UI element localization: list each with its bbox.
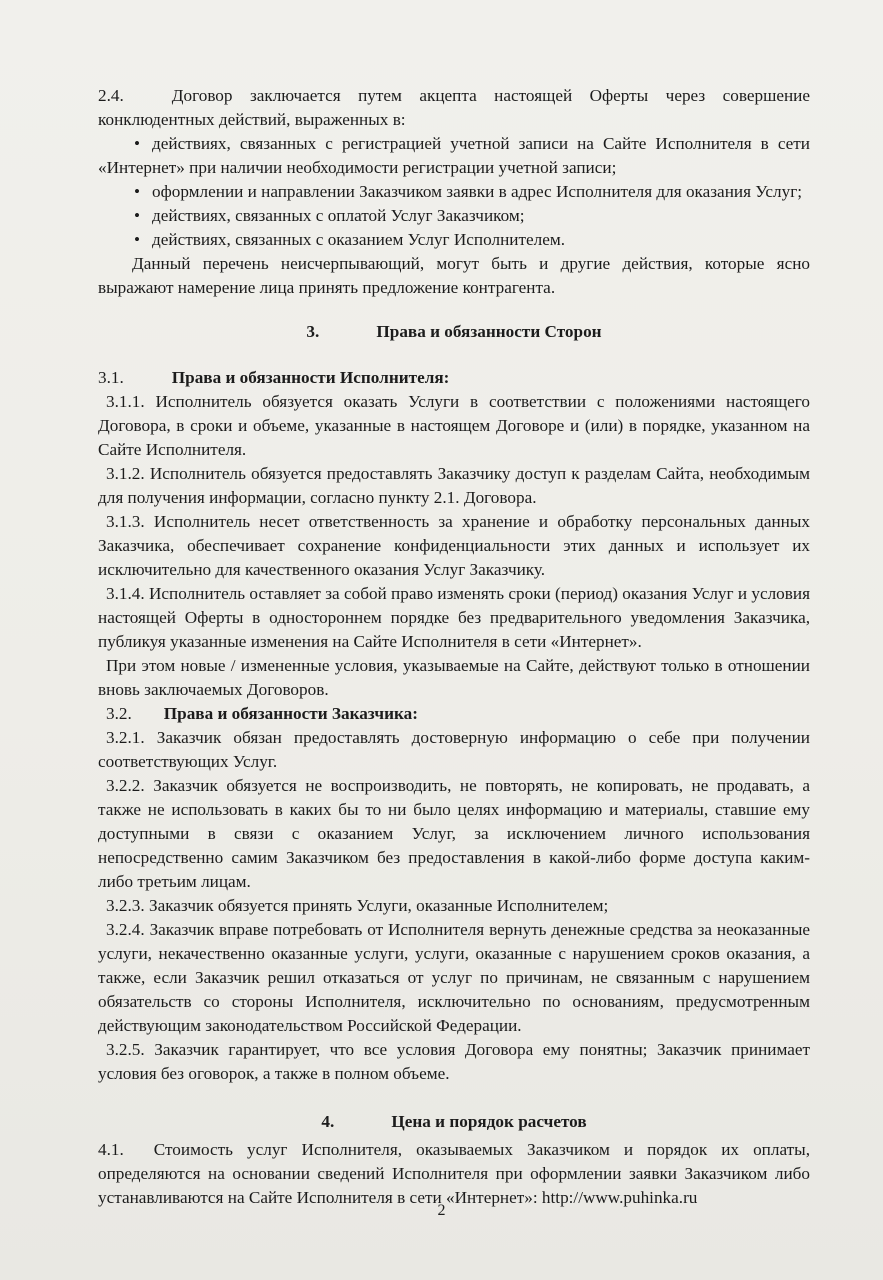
clause-3-2-4: 3.2.4. Заказчик вправе потребовать от Исполнителя вернуть денежные средства за неоказанные услуги, некачественно оказанные услуги, услуги, оказанные с нарушением сроков оказания, а также, если Заказчик решил отказаться от услуг по причинам, не связанным с нарушением обязательств со стороны Исполнителя, исключительно по основаниям, предусмотренным действующим законодательством Российской Федерации.: [98, 920, 811, 1035]
clause-2-4: [98, 84, 810, 132]
subsection-3-2-heading: 3.2. Права и обязанности Заказчика:: [106, 704, 418, 723]
clause-3-1-3: 3.1.3. Исполнитель несет ответственность за хранение и обработку персональных данных Заказчика, обеспечивает сохранение конфиденциальности этих данных и использует их исключительно для качественного оказания Услуг Заказчику.: [98, 512, 810, 579]
bullet-icon: •: [134, 182, 141, 201]
clause-3-1-2: 3.1.2. Исполнитель обязуется предоставлять Заказчику доступ к разделам Сайта, необходимым для получения информации, согласно пункту 2.1. Договора.: [98, 464, 810, 507]
bullet-icon: •: [134, 206, 141, 225]
clause-3-2-5: 3.2.5. Заказчик гарантирует, что все условия Договора ему понятны; Заказчик принимает условия без оговорок, а также в полном объеме.: [98, 1040, 811, 1083]
bullet-icon: •: [134, 230, 141, 249]
section-3-heading: 3. Права и обязанности Сторон: [306, 322, 602, 341]
clause-note: Данный перечень неисчерпывающий, могут быть и другие действия, которые ясно выражают намерение лица принять предложение контрагента.: [98, 254, 810, 297]
clause-number: 2.4.: [98, 86, 124, 105]
clause-text: Договор заключается путем акцепта настоящей Оферты через совершение конклюдентных действий, выраженных в:: [98, 86, 810, 129]
section-4-heading: 4. Цена и порядок расчетов: [321, 1112, 587, 1131]
clause-3-2-2: 3.2.2. Заказчик обязуется не воспроизводить, не повторять, не копировать, не продавать, а также не использовать в каких бы то ни было целях информацию и материалы, ставшие ему доступными в связи с оказанием Услуг, за исключением личного использования непосредственно самим Заказчиком без предоставления в какой-либо форме доступа каким-либо третьим лицам.: [98, 776, 811, 891]
clause-3-2-1: 3.2.1. Заказчик обязан предоставлять достоверную информацию о себе при получении соответствующих Услуг.: [98, 728, 811, 771]
clause-4-1: 4.1. Стоимость услуг Исполнителя, оказываемых Заказчиком и порядок их оплаты, определяются на основании сведений Исполнителя при оформлении заявки Заказчиком либо устанавливаются на Сайте Исполнителя в сети «Интернет»: http://www.puhinka.ru: [98, 1140, 810, 1207]
list-item: • оформлении и направлении Заказчиком заявки в адрес Исполнителя для оказания Услуг;: [98, 180, 810, 204]
clause-3-1-4: 3.1.4. Исполнитель оставляет за собой право изменять сроки (период) оказания Услуг и условия настоящей Оферты в одностороннем порядке без предварительного уведомления Заказчика, публикуя указанные изменения на Сайте Исполнителя в сети «Интернет».: [98, 584, 810, 651]
list-item: • действиях, связанных с оплатой Услуг Заказчиком;: [98, 204, 810, 228]
clause-3-2-3: 3.2.3. Заказчик обязуется принять Услуги, оказанные Исполнителем;: [106, 896, 609, 915]
bullet-icon: •: [134, 134, 141, 153]
clause-3-1-1: 3.1.1. Исполнитель обязуется оказать Услуги в соответствии с положениями настоящего Договора, в сроки и объеме, указанные в настоящем Договоре и (или) в порядке, указанном на Сайте Исполнителя.: [98, 392, 810, 459]
list-item: • действиях, связанных с регистрацией учетной записи на Сайте Исполнителя в сети «Интернет» при наличии необходимости регистрации учетной записи;: [98, 134, 810, 177]
subsection-3-1-heading: 3.1. Права и обязанности Исполнителя:: [98, 368, 450, 387]
page-number: 2: [437, 1202, 446, 1219]
list-item: • действиях, связанных с оказанием Услуг Исполнителем.: [98, 228, 810, 252]
document-body: [98, 84, 810, 1210]
clause-note: При этом новые / измененные условия, указываемые на Сайте, действуют только в отношении вновь заключаемых Договоров.: [98, 656, 810, 699]
